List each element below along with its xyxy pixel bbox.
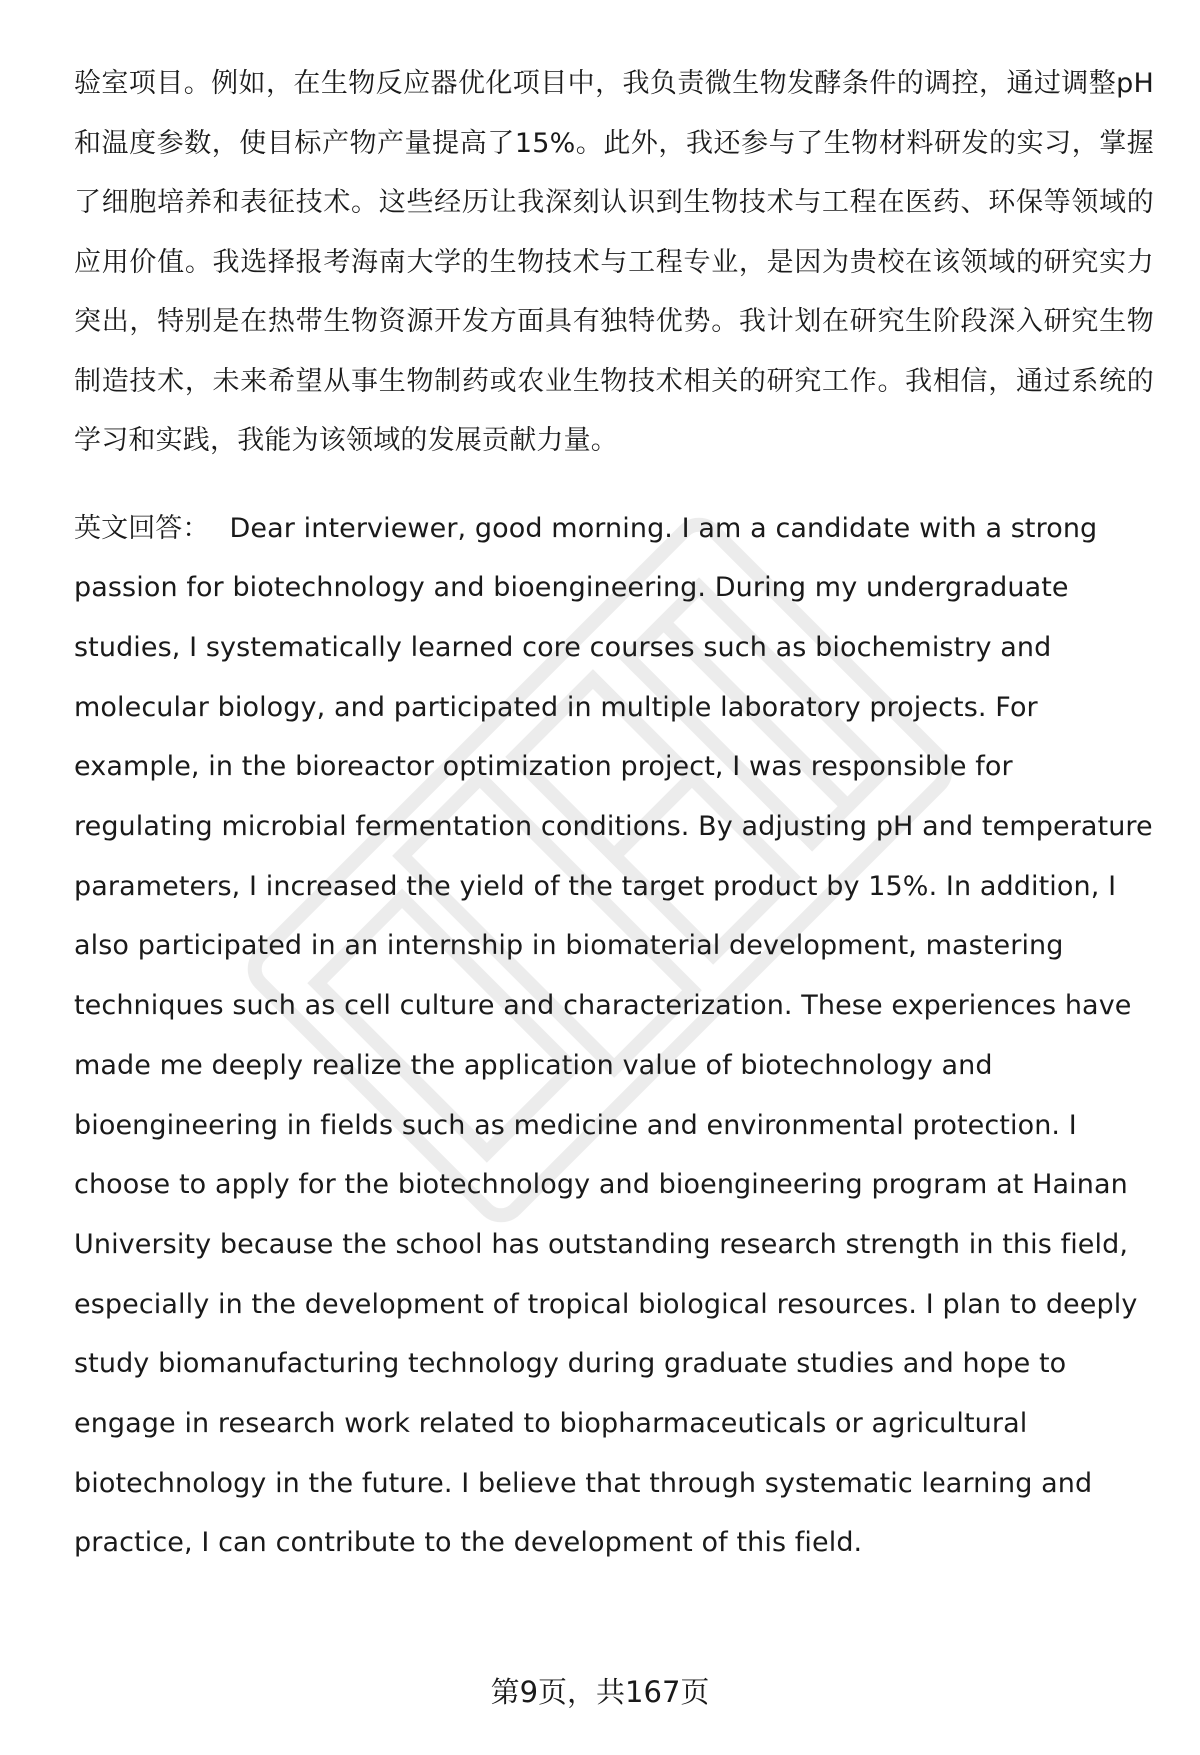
english-answer-paragraph: [74, 499, 1154, 1574]
english-answer-label: 英文回答：: [74, 512, 210, 544]
page-number-footer: 第9页，共167页: [490, 1675, 710, 1709]
document-body: [74, 54, 1154, 1573]
english-answer-text: Dear interviewer, good morning. I am a candidate with a strong passion for biotechnology and bioengineering. During my undergraduate studies, I systematically learned core courses such as biochemistry and molecular biology, and participated in multiple laboratory projects. For example, in the bioreactor optimization project, I was responsible for regulating microbial fermentation conditions. By adjusting pH and temperature parameters, I increased the yield of the target product by 15%. In addition, I also participated in an internship in biomaterial development, mastering techniques such as cell culture and characterization. These experiences have made me deeply realize the application value of biotechnology and bioengineering in fields such as medicine and environmental protection. I choose to apply for the biotechnology and bioengineering program at Hainan University because the school has outstanding research strength in this field, especially in the development of tropical biological resources. I plan to deeply study biomanufacturing technology during graduate studies and hope to engage in research work related to biopharmaceuticals or agricultural biotechnology in the future. I believe that through systematic learning and practice, I can contribute to the development of this field.: [74, 512, 1153, 1559]
chinese-answer-paragraph: 验室项目。例如，在生物反应器优化项目中，我负责微生物发酵条件的调控，通过调整pH和温度参数，使目标产物产量提高了15%。此外，我还参与了生物材料研发的实习，掌握了细胞培养和表征技术。这些经历让我深刻认识到生物技术与工程在医药、环保等领域的应用价值。我选择报考海南大学的生物技术与工程专业，是因为贵校在该领域的研究实力突出，特别是在热带生物资源开发方面具有独特优势。我计划在研究生阶段深入研究生物制造技术，未来希望从事生物制药或农业生物技术相关的研究工作。我相信，通过系统的学习和实践，我能为该领域的发展贡献力量。: [74, 68, 1154, 456]
